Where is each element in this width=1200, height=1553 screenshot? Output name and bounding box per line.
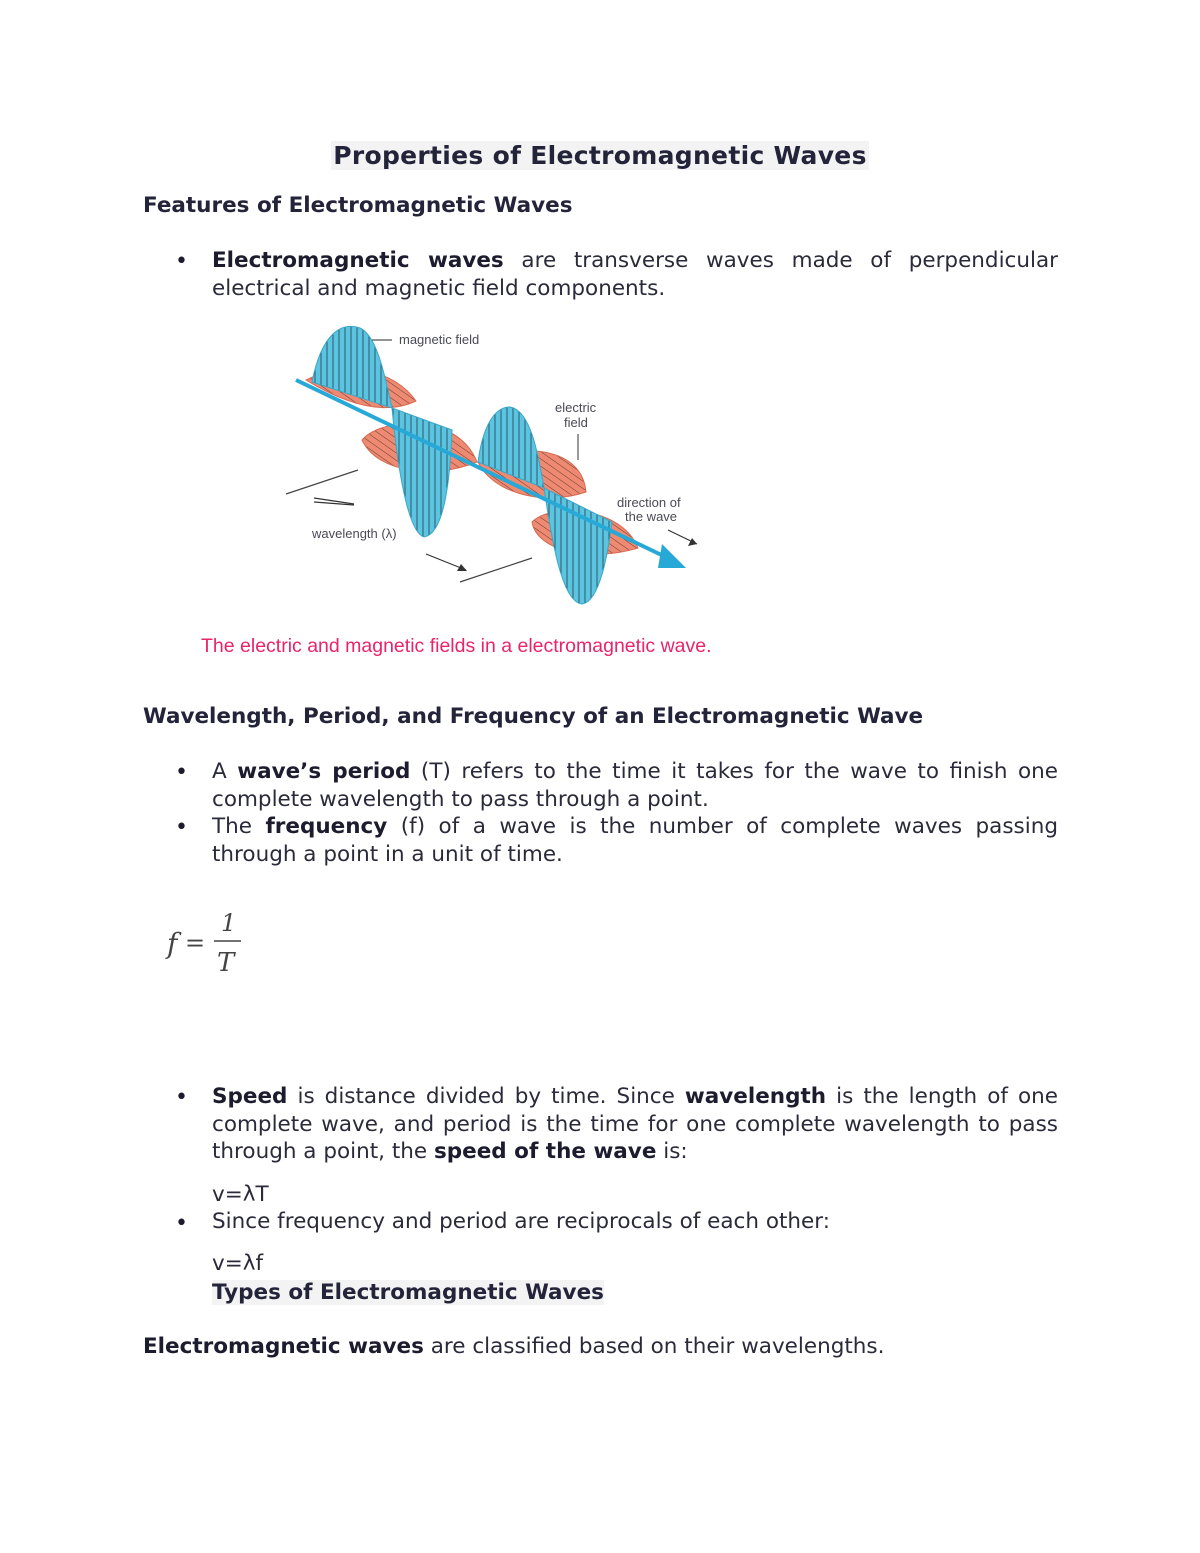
formula-f: f [167,927,178,960]
axis-arrowhead [658,544,686,568]
em-wave-diagram [282,322,722,612]
closing-paragraph: Electromagnetic waves are classified based on their wavelengths. [143,1334,885,1359]
electric-field-label-1: electric [555,400,597,415]
bullet-speed: Speed is distance divided by time. Since wavelength is the length of one complete wave, and period is the time for one complete wavelength to pass through a point, the speed of the wave is: [212,1084,1058,1164]
direction-label-1: direction of [617,495,681,510]
bullet-dot: • [175,815,188,840]
formula-numerator: 1 [221,909,237,937]
speed-frequency-equation: v=λf [212,1251,264,1276]
magnetic-field-label: magnetic field [399,332,480,347]
diagram-caption: The electric and magnetic fields in a electromagnetic wave. [201,635,712,657]
frequency-formula [165,905,255,985]
wavelength-marker-right [460,558,532,582]
bullet-period: A wave’s period (T) refers to the time it takes for the wave to finish one complete wavelength to pass through a point. [212,759,1058,812]
bullet-dot: • [175,249,188,274]
direction-label-2: the wave [625,509,678,524]
wavelength-period-heading: Wavelength, Period, and Frequency of an Electromagnetic Wave [143,704,924,729]
bullet-dot: • [175,760,188,785]
wavelength-marker-left [286,470,358,494]
features-heading: Features of Electromagnetic Waves [143,193,573,218]
formula-equals: = [185,929,206,957]
bullet-reciprocals: Since frequency and period are reciprocals of each other: [212,1209,830,1234]
bullet-dot: • [175,1085,188,1110]
bullet-frequency: The frequency (f) of a wave is the number of complete waves passing through a point in a unit of time. [212,814,1058,867]
page-title: Properties of Electromagnetic Waves [333,141,867,170]
formula-denominator: T [217,948,235,978]
bullet-em-waves: Electromagnetic waves are transverse waves made of perpendicular electrical and magnetic field components. [212,248,1058,301]
types-heading: Types of Electromagnetic Waves [212,1280,604,1305]
speed-equation: v=λT [212,1182,269,1207]
wavelength-label: wavelength (λ) [312,526,397,541]
bullet-dot: • [175,1211,188,1236]
electric-field-label-2: field [564,415,588,430]
direction-arrow-icon [688,538,697,546]
